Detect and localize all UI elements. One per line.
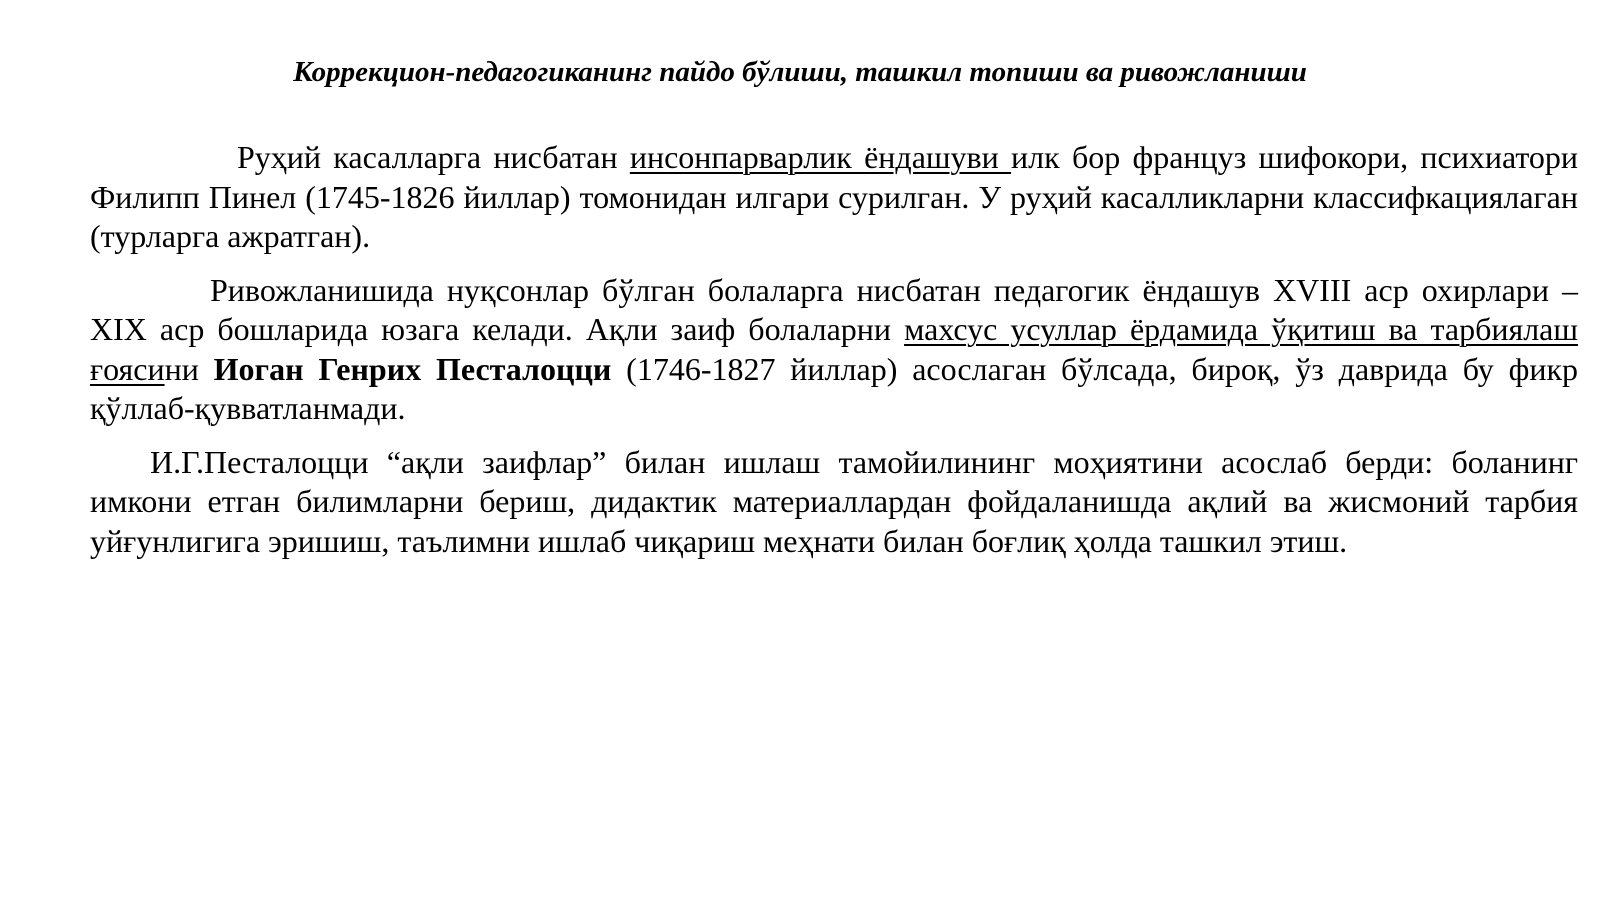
paragraph-1-underlined-text: инсонпарварлик ёндашуви <box>629 139 1012 175</box>
paragraph-1-text-a: Руҳий касалларга нисбатан <box>237 139 630 175</box>
paragraph-2-text-a: Ривожланишида нуқсонлар бўлган болаларга нисбатан педагогик ёндашув XVIII аср охирлари – XIX аср бошларида юзага келади. Ақли заиф болаларни <box>90 271 1578 347</box>
page-title: Коррекцион-педагогиканинг пайдо бўлиши, ташкил топиши ва ривожланиши <box>293 56 1307 88</box>
paragraph-2-text-c: (1746-1827 йиллар) асослаган бўлсада, бироқ, ўз даврида бу фикр қўллаб-қувватланмади. <box>90 350 1579 426</box>
paragraph-2-bold-name: Иоган Генрих Песталоцци <box>213 350 612 387</box>
paragraph-1 <box>90 138 1578 257</box>
paragraph-2-text-b: ни <box>164 350 214 387</box>
paragraph-2 <box>90 271 1578 429</box>
document-body <box>90 138 1578 575</box>
paragraph-2-underlined-text: махсус усуллар ёрдамида ўқитиш ва тарбиялаш ғояси <box>90 311 1579 387</box>
paragraph-1-text-b: илк бор француз шифокори, психиатори Филипп Пинел (1745-1826 йиллар) томонидан илгари сурилган. У руҳий касалликларни классифкациялаган (турларга ажратган). <box>90 139 1579 254</box>
paragraph-3: И.Г.Песталоцци “ақли заифлар” билан ишлаш тамойилининг моҳиятини асослаб берди: боланинг имкони етган билимларни бериш, дидактик материаллардан фойдаланишда ақлий ва жисмоний тарбия уйғунлигига эришиш, таълимни ишлаб чиқариш меҳнати билан боғлиқ ҳолда ташкил этиш. <box>90 443 1578 559</box>
